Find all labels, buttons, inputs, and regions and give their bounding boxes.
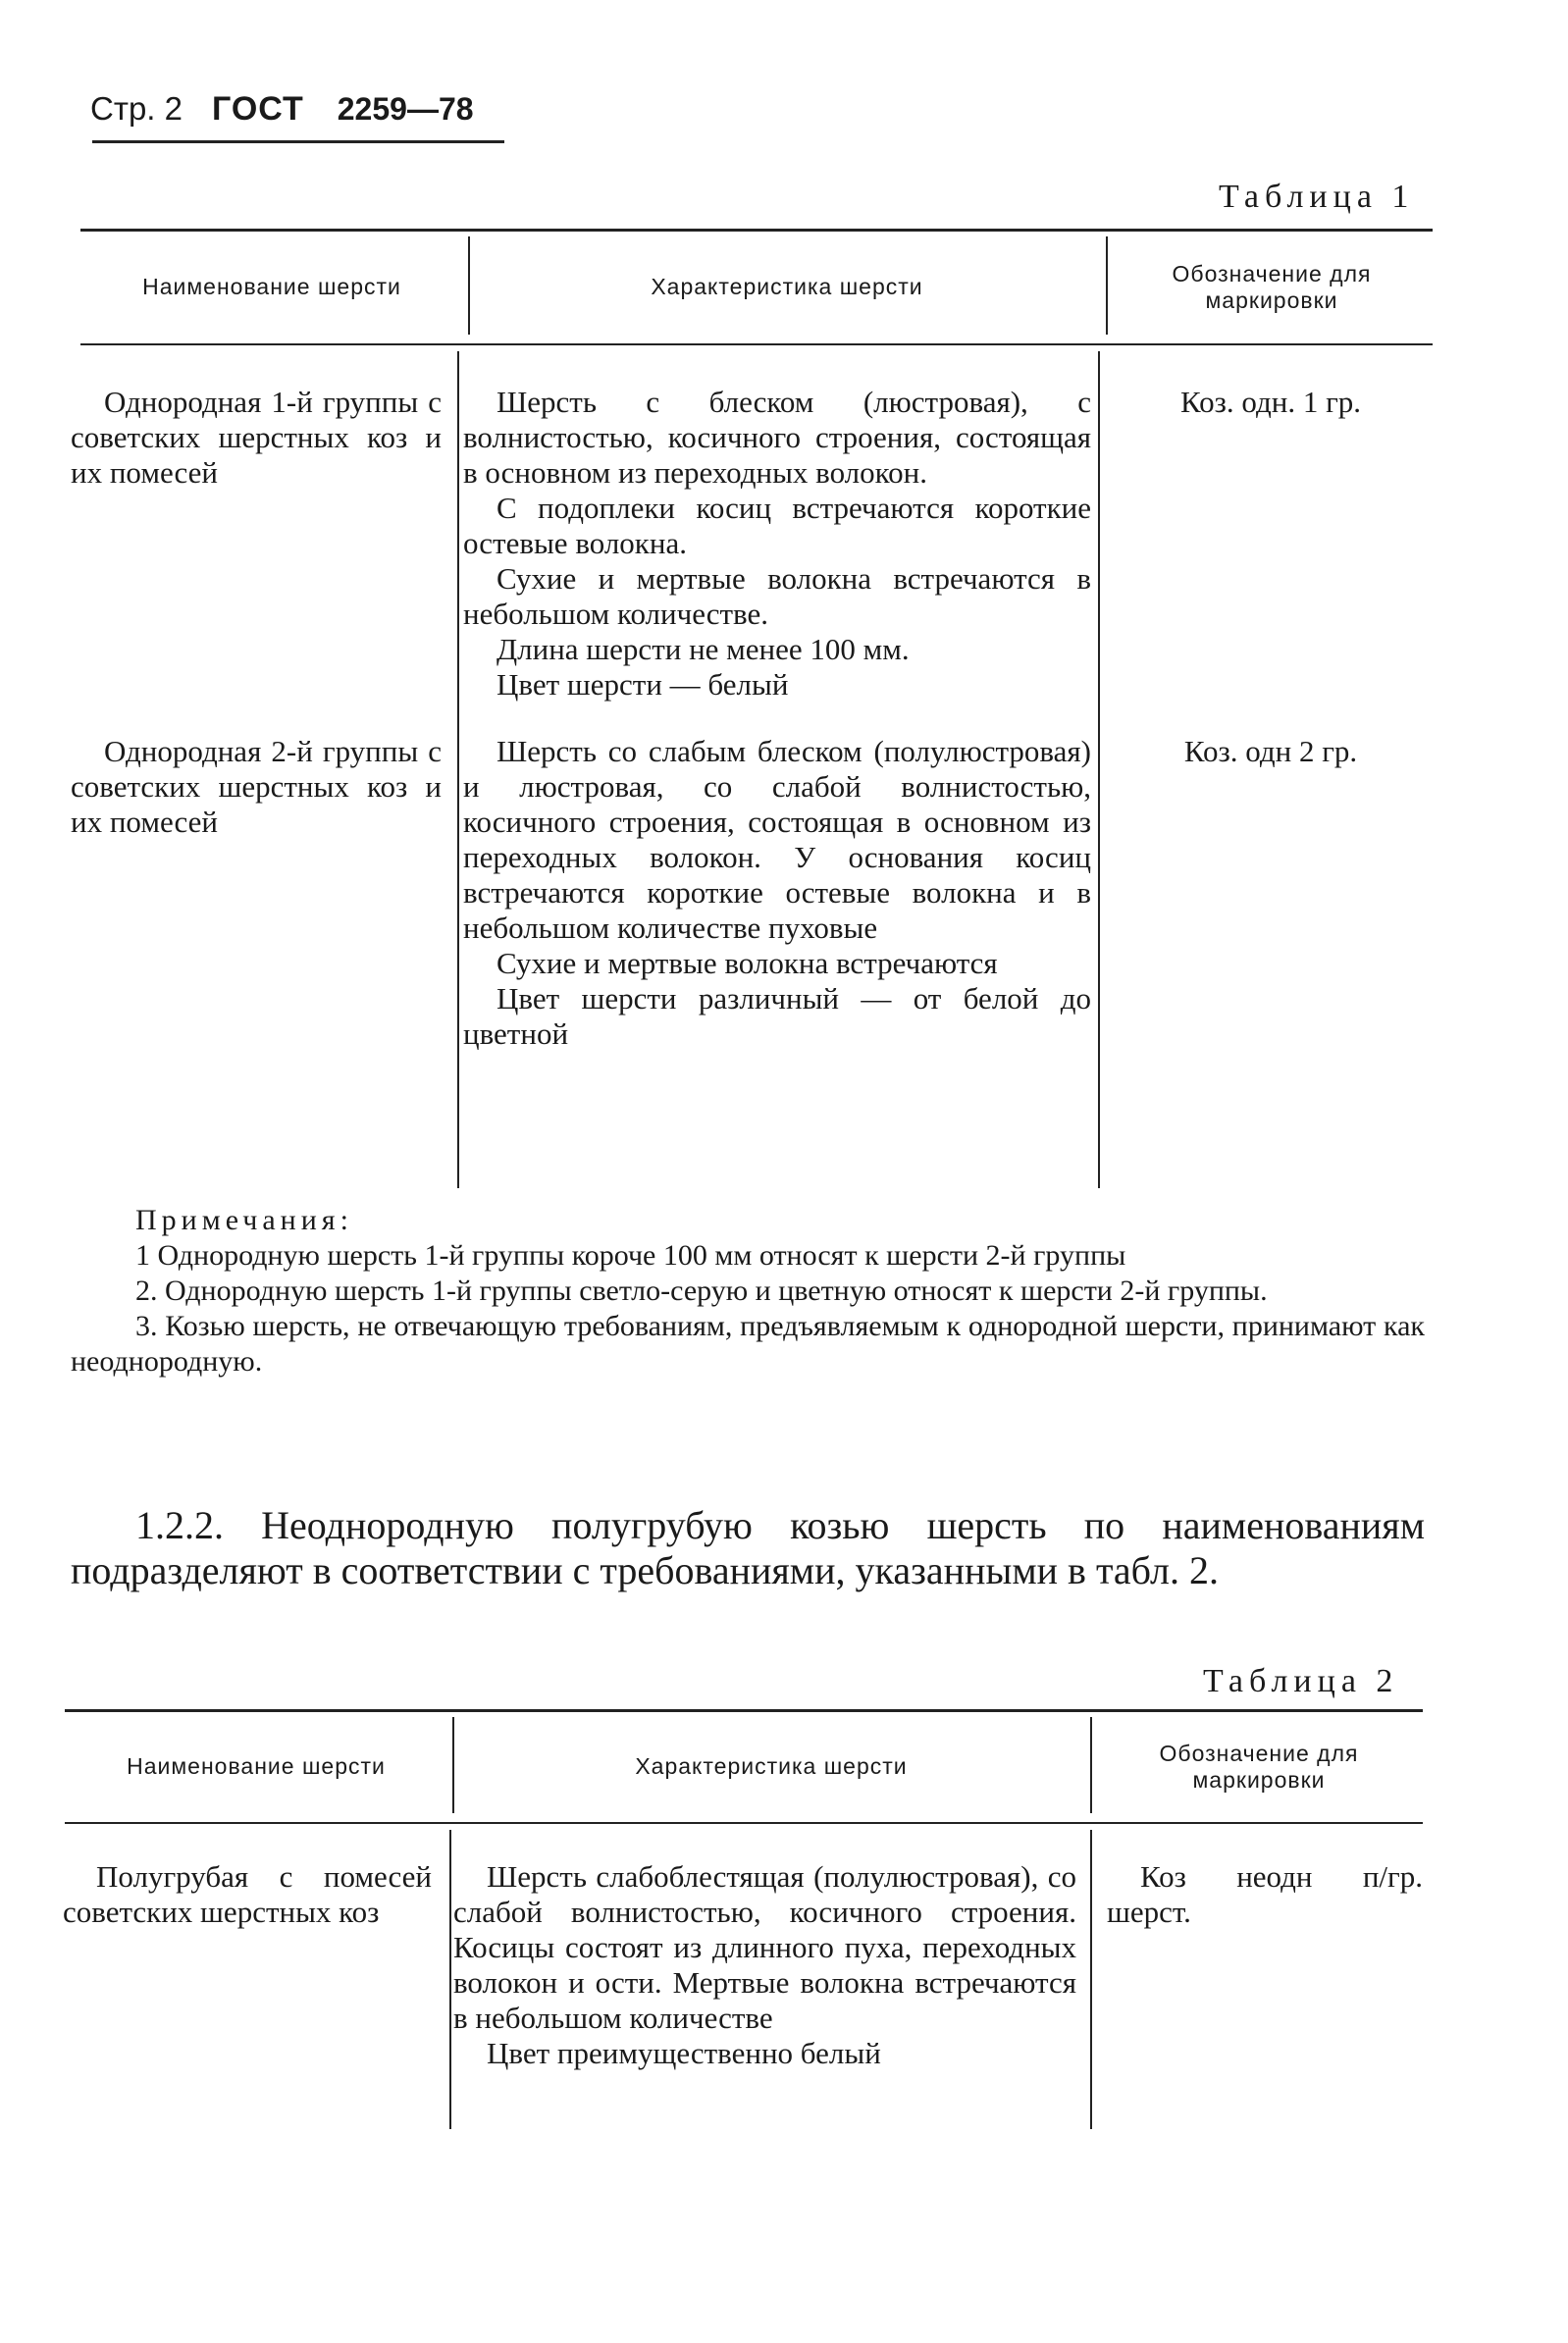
table2-header-divider-1 (452, 1717, 454, 1813)
note-item: 3. Козью шерсть, не отвечающую требованиям, предъявляемым к однородной шерсти, принимают как неоднородную. (71, 1310, 1425, 1378)
table2-header-divider-2 (1090, 1717, 1092, 1813)
table1-col-marking: Обозначение для маркировки (1172, 260, 1372, 313)
page-number: Стр. 2 (90, 90, 183, 127)
table1-header-divider-1 (468, 236, 470, 335)
standard-label: ГОСТ (212, 90, 304, 128)
note-item: 1 Однородную шерсть 1-й группы короче 100 мм относят к шерсти 2-й группы (135, 1239, 1126, 1272)
table2-col-name: Наименование шерсти (127, 1753, 386, 1779)
table1-col-name: Наименование шерсти (142, 274, 401, 299)
table1-row2-name: Однородная 2-й группы с советских шерстных коз и их помесей (71, 734, 442, 839)
standard-number: 2259—78 (337, 91, 474, 127)
table1-top-rule (80, 229, 1433, 232)
table2-caption: Таблица 2 (1203, 1663, 1399, 1699)
table2-row1-name: Полугрубая с помесей советских шерстных коз (63, 1859, 432, 1929)
table1-col-characteristics: Характеристика шерсти (651, 274, 923, 299)
note-item: 2. Однородную шерсть 1-й группы светло-серую и цветную относят к шерсти 2-й группы. (135, 1275, 1268, 1307)
table1-header-rule (80, 343, 1433, 345)
table1-body-divider-1 (457, 351, 459, 1188)
table2-row1-marking: Коз неодн п/гр. шерст. (1107, 1859, 1423, 1929)
running-head (90, 90, 474, 129)
table2-col-characteristics: Характеристика шерсти (635, 1753, 908, 1779)
table1-caption: Таблица 1 (1219, 179, 1415, 215)
table2-row1-characteristics: Шерсть слабоблестящая (полулюстровая), со слабой волнистостью, косичного строения. Косицы состоят из длинного пуха, переходных волокон и ости. Мертвые волокна встречаются в небольшом количестве Цвет преимущественно белый (453, 1859, 1076, 2070)
table1-row1-characteristics: Шерсть с блеском (люстровая), с волнистостью, косичного строения, состоящая в основном из переходных волокон. С подоплеки косиц встречаются короткие остевые волокна. Сухие и мертвые волокна встречаются в небольшом количестве. Длина шерсти не менее 100 мм. Цвет шерсти — белый (463, 385, 1091, 702)
table2-body-divider-2 (1090, 1830, 1092, 2129)
table1-header-divider-2 (1106, 236, 1108, 335)
table2-body-divider-1 (449, 1830, 451, 2129)
table2-col-marking: Обозначение для маркировки (1159, 1740, 1359, 1793)
notes-heading: Примечания: (135, 1204, 353, 1236)
table1-row1-name: Однородная 1-й группы с советских шерстных коз и их помесей (71, 385, 442, 490)
table2-top-rule (65, 1709, 1423, 1712)
table1-row1-marking: Коз. одн. 1 гр. (1179, 385, 1362, 419)
table2-header-rule (65, 1822, 1423, 1824)
table1-row2-characteristics: Шерсть со слабым блеском (полулюстровая) и люстровая, со слабой волнистостью, косичного строения, состоящая в основном из переходных волокон. У основания косиц встречаются короткие остевые волокна и в небольшом количестве пуховые Сухие и мертвые волокна встречаются Цвет шерсти различный — от белой до цветной (463, 734, 1091, 1051)
section-paragraph: 1.2.2. Неоднородную полугрубую козью шерсть по наименованиям подразделяют в соответствии с требованиями, указанными в табл. 2. (71, 1503, 1425, 1592)
table1-body-divider-2 (1098, 351, 1100, 1188)
table1-row2-marking: Коз. одн 2 гр. (1183, 734, 1358, 768)
header-rule (92, 140, 504, 143)
table1-notes (71, 1203, 1425, 1380)
